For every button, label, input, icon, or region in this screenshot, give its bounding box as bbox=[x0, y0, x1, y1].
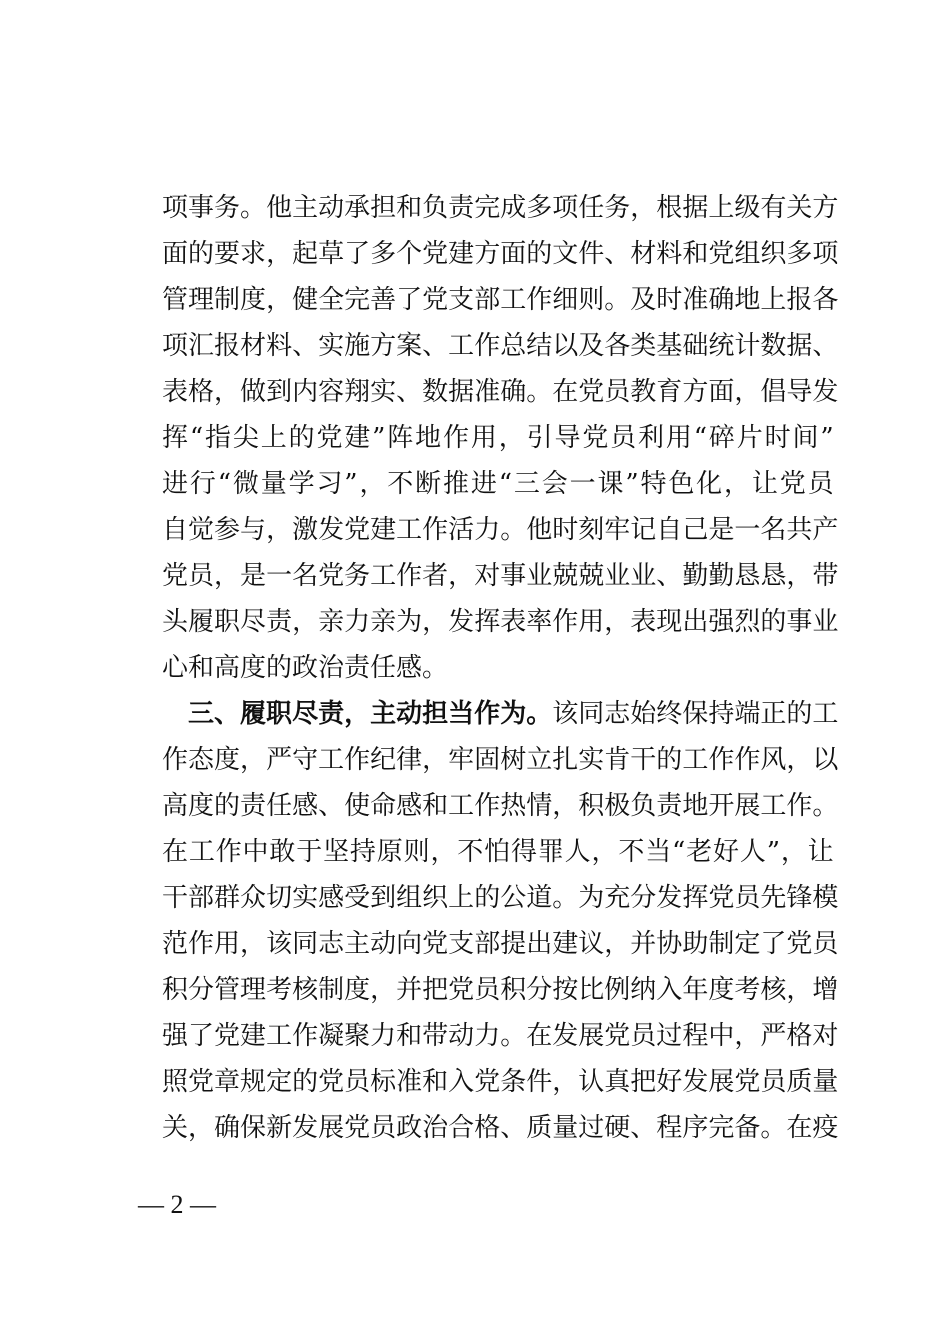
text-line: 范 作 用 ， 该 同 志 主 动 向 党 支 部 提 出 建 议 ， 并 协 助 制 定 了 党 员 bbox=[162, 929, 839, 959]
text-line: 心和高度的政治责任感。 bbox=[162, 653, 449, 683]
text-line: 管 理 制 度 ， 健 全 完 善 了 党 支 部 工 作 细 则 。 及 时 准 确 地 上 报 各 bbox=[162, 285, 839, 315]
body-text bbox=[162, 185, 839, 1151]
text-line: 头 履 职 尽 责 ， 亲 力 亲 为 ， 发 挥 表 率 作 用 ， 表 现 出 强 烈 的 事 业 bbox=[162, 607, 839, 637]
paragraph-first-line: 三 、 履 职 尽 责 ， 主 动 担 当 作 为 。 该 同 志 始 终 保 持 端 正 的 工 bbox=[188, 699, 839, 729]
page-number: — 2 — bbox=[138, 1190, 216, 1219]
text-line: 党 员 ， 是 一 名 党 务 工 作 者 ， 对 事 业 兢 兢 业 业 、 勤 勤 恳 恳 ， 带 bbox=[162, 561, 839, 591]
text-line: 自 觉 参 与 ， 激 发 党 建 工 作 活 力 。 他 时 刻 牢 记 自 己 是 一 名 共 产 bbox=[162, 515, 839, 545]
text-line: 项 事 务 。 他 主 动 承 担 和 负 责 完 成 多 项 任 务 ， 根 据 上 级 有 关 方 bbox=[162, 193, 839, 223]
text-line: 作 态 度 ， 严 守 工 作 纪 律 ， 牢 固 树 立 扎 实 肯 干 的 工 作 作 风 ， 以 bbox=[162, 745, 839, 775]
text-line: 关 ， 确 保 新 发 展 党 员 政 治 合 格 、 质 量 过 硬 、 程 序 完 备 。 在 疫 bbox=[162, 1113, 839, 1143]
text-line: 在 工 作 中 敢 于 坚 持 原 则 ， 不 怕 得 罪 人 ， 不 当 “ 老 好 人 ” ， 让 bbox=[162, 837, 834, 867]
text-line: 表 格 ， 做 到 内 容 翔 实 、 数 据 准 确 。 在 党 员 教 育 方 面 ， 倡 导 发 bbox=[162, 377, 839, 407]
text-line: 照 党 章 规 定 的 党 员 标 准 和 入 党 条 件 ， 认 真 把 好 发 展 党 员 质 量 bbox=[162, 1067, 839, 1097]
text-line: 挥 “ 指 尖 上 的 党 建 ” 阵 地 作 用 ， 引 导 党 员 利 用 “ 碎 片 时 间 ” bbox=[162, 423, 834, 453]
text-line: 面 的 要 求 ， 起 草 了 多 个 党 建 方 面 的 文 件 、 材 料 和 党 组 织 多 项 bbox=[162, 239, 839, 269]
text-line: 项 汇 报 材 料 、 实 施 方 案 、 工 作 总 结 以 及 各 类 基 础 统 计 数 据 、 bbox=[162, 331, 839, 361]
text-line: 强 了 党 建 工 作 凝 聚 力 和 带 动 力 。 在 发 展 党 员 过 程 中 ， 严 格 对 bbox=[162, 1021, 839, 1051]
text-line: 进 行 “ 微 量 学 习 ” ， 不 断 推 进 “ 三 会 一 课 ” 特 色 化 ， 让 党 员 bbox=[162, 469, 834, 499]
text-line: 积 分 管 理 考 核 制 度 ， 并 把 党 员 积 分 按 比 例 纳 入 年 度 考 核 ， 增 bbox=[162, 975, 839, 1005]
text-line: 干 部 群 众 切 实 感 受 到 组 织 上 的 公 道 。 为 充 分 发 挥 党 员 先 锋 模 bbox=[162, 883, 839, 913]
text-line: 高 度 的 责 任 感 、 使 命 感 和 工 作 热 情 ， 积 极 负 责 地 开 展 工 作 。 bbox=[162, 791, 839, 821]
